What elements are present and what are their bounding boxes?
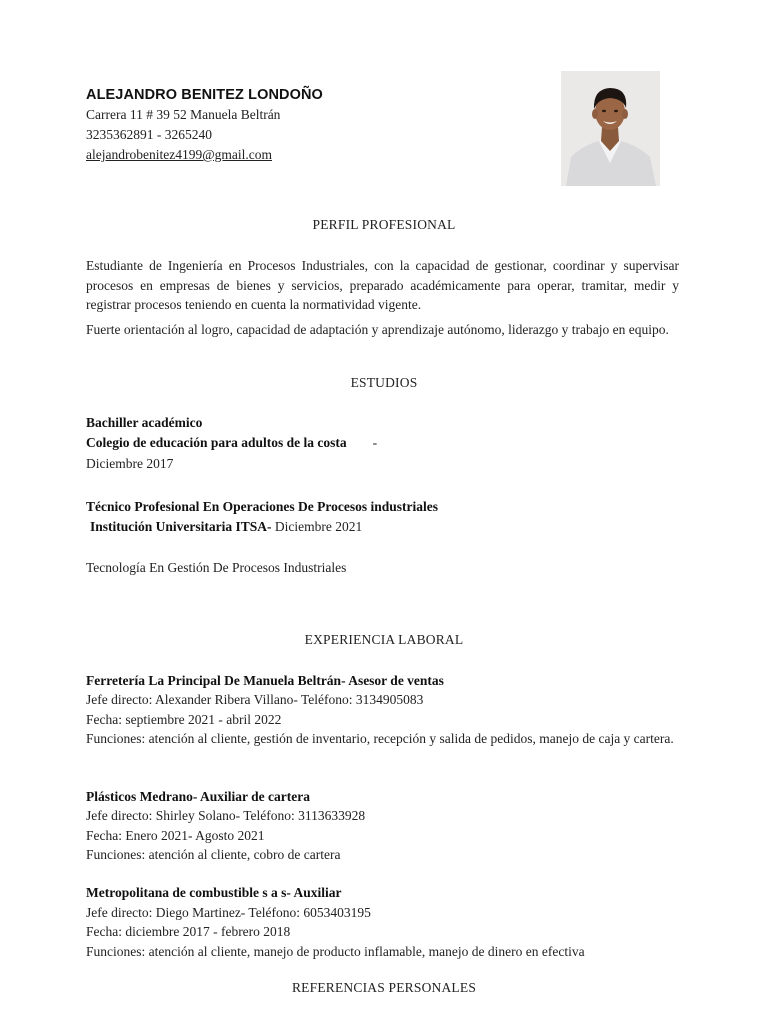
section-heading-experience: EXPERIENCIA LABORAL [304, 632, 464, 647]
study-3-title: Tecnología En Gestión De Procesos Industriales [86, 560, 347, 575]
study-1-school: Colegio de educación para adultos de la costa - [86, 435, 378, 450]
phone-numbers: 3235362891 - 3265240 [86, 127, 212, 142]
job-1-functions: Funciones: atención al cliente, gestión de inventario, recepción y salida de pedidos, manejo de caja y cartera. [86, 731, 674, 746]
job-3-boss: Jefe directo: Diego Martinez- Teléfono: 6053403195 [86, 905, 371, 920]
job-1-date: Fecha: septiembre 2021 - abril 2022 [86, 712, 282, 727]
email-link[interactable]: alejandrobenitez4199@gmail.com [86, 147, 272, 162]
study-2-school: Institución Universitaria ITSA- Diciembre 2021 [90, 519, 363, 534]
section-heading-references: REFERENCIAS PERSONALES [291, 980, 477, 995]
job-1-title: Ferretería La Principal De Manuela Beltrán- Asesor de ventas [86, 673, 444, 688]
job-2-boss: Jefe directo: Shirley Solano- Teléfono: 3113633928 [86, 808, 366, 823]
profile-paragraph-1: Estudiante de Ingeniería en Procesos Industriales, con la capacidad de gestionar, coordinar y supervisar procesos en empresas de bienes y servicios, preparado académicamente para operar, tramitar, medir y registrar procesos teniendo en cuenta la normatividad vigente. [86, 258, 679, 312]
study-2-title: Técnico Profesional En Operaciones De Procesos industriales [86, 499, 438, 514]
job-1-boss: Jefe directo: Alexander Ribera Villano- Teléfono: 3134905083 [86, 692, 424, 707]
job-2-functions: Funciones: atención al cliente, cobro de cartera [86, 847, 341, 862]
study-1-date: Diciembre 2017 [86, 456, 174, 471]
section-heading-profile: PERFIL PROFESIONAL [312, 217, 456, 232]
profile-photo [561, 71, 660, 186]
job-2-title: Plásticos Medrano- Auxiliar de cartera [86, 789, 310, 804]
job-2-date: Fecha: Enero 2021- Agosto 2021 [86, 828, 265, 843]
address: Carrera 11 # 39 52 Manuela Beltrán [86, 107, 281, 122]
section-heading-studies: ESTUDIOS [350, 375, 418, 390]
study-1-title: Bachiller académico [86, 415, 203, 430]
profile-paragraph-2: Fuerte orientación al logro, capacidad de adaptación y aprendizaje autónomo, liderazgo y trabajo en equipo. [86, 322, 669, 337]
job-3-functions: Funciones: atención al cliente, manejo de producto inflamable, manejo de dinero en efectiva [86, 944, 585, 959]
job-3-date: Fecha: diciembre 2017 - febrero 2018 [86, 924, 291, 939]
candidate-name: ALEJANDRO BENITEZ LONDOÑO [86, 87, 323, 103]
job-3-title: Metropolitana de combustible s a s- Auxiliar [86, 885, 342, 900]
